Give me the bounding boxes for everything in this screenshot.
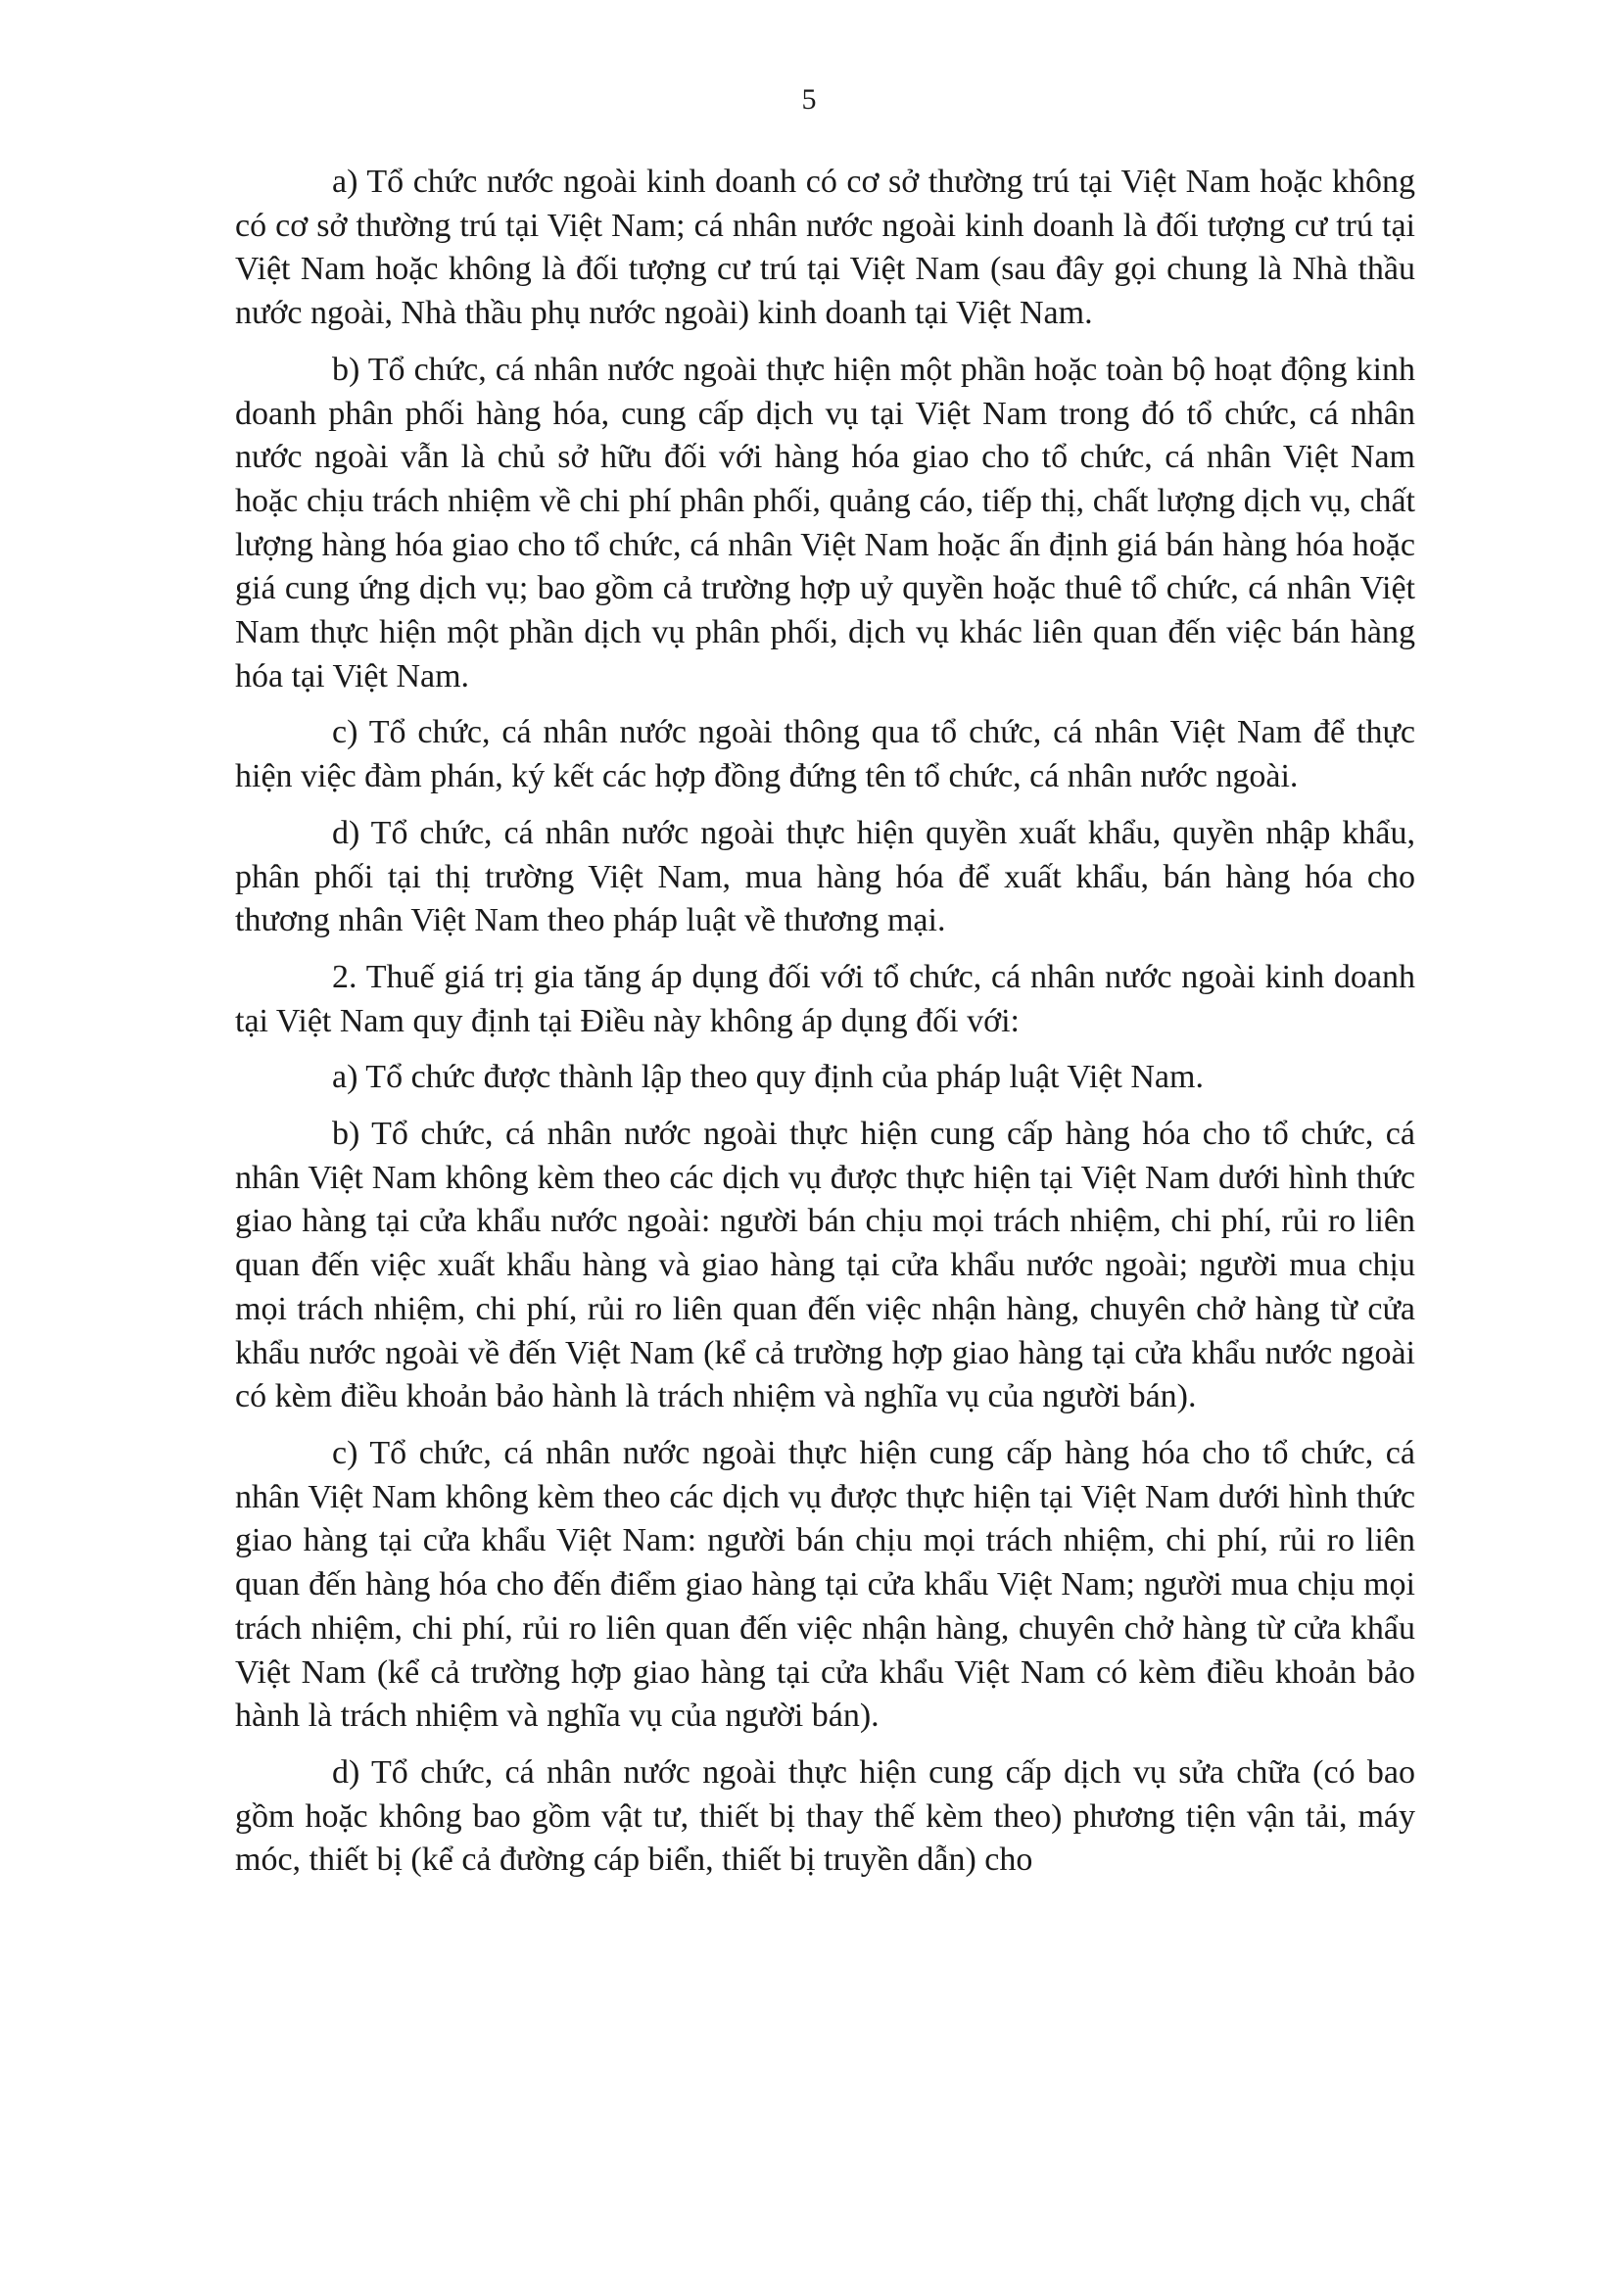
paragraph-2: 2. Thuế giá trị gia tăng áp dụng đối với tổ chức, cá nhân nước ngoài kinh doanh tại Việt Nam quy định tại Điều này không áp dụng đối với: (235, 958, 1415, 1039)
paragraph-1b: b) Tổ chức, cá nhân nước ngoài thực hiện một phần hoặc toàn bộ hoạt động kinh doanh phân phối hàng hóa, cung cấp dịch vụ tại Việt Nam trong đó tổ chức, cá nhân nước ngoài vẫn là chủ sở hữu đối với hàng hóa giao cho tổ chức, cá nhân Việt Nam hoặc chịu trách nhiệm về chi phí phân phối, quảng cáo, tiếp thị, chất lượng dịch vụ, chất lượng hàng hóa giao cho tổ chức, cá nhân Việt Nam hoặc ấn định giá bán hàng hóa hoặc giá cung ứng dịch vụ; bao gồm cả trường hợp uỷ quyền hoặc thuê tổ chức, cá nhân Việt Nam thực hiện một phần dịch vụ phân phối, dịch vụ khác liên quan đến việc bán hàng hóa tại Việt Nam. (235, 351, 1415, 694)
paragraph-2a: a) Tổ chức được thành lập theo quy định của pháp luật Việt Nam. (332, 1059, 1204, 1096)
paragraph-2b: b) Tổ chức, cá nhân nước ngoài thực hiện cung cấp hàng hóa cho tổ chức, cá nhân Việt Nam không kèm theo các dịch vụ được thực hiện tại Việt Nam dưới hình thức giao hàng tại cửa khẩu nước ngoài: người bán chịu mọi trách nhiệm, chi phí, rủi ro liên quan đến việc xuất khẩu hàng và giao hàng tại cửa khẩu nước ngoài; người mua chịu mọi trách nhiệm, chi phí, rủi ro liên quan đến việc nhận hàng, chuyên chở hàng từ cửa khẩu nước ngoài về đến Việt Nam (kể cả trường hợp giao hàng tại cửa khẩu nước ngoài có kèm điều khoản bảo hành là trách nhiệm và nghĩa vụ của người bán). (235, 1116, 1415, 1415)
paragraph-1a: a) Tổ chức nước ngoài kinh doanh có cơ sở thường trú tại Việt Nam hoặc không có cơ sở thường trú tại Việt Nam; cá nhân nước ngoài kinh doanh là đối tượng cư trú tại Việt Nam hoặc không là đối tượng cư trú tại Việt Nam (sau đây gọi chung là Nhà thầu nước ngoài, Nhà thầu phụ nước ngoài) kinh doanh tại Việt Nam. (235, 164, 1415, 332)
page-number: 5 (801, 83, 817, 116)
paragraph-1d: d) Tổ chức, cá nhân nước ngoài thực hiện quyền xuất khẩu, quyền nhập khẩu, phân phối tại thị trường Việt Nam, mua hàng hóa để xuất khẩu, bán hàng hóa cho thương nhân Việt Nam theo pháp luật về thương mại. (235, 814, 1415, 939)
document-body (235, 161, 1415, 1883)
paragraph-1c: c) Tổ chức, cá nhân nước ngoài thông qua tổ chức, cá nhân Việt Nam để thực hiện việc đàm phán, ký kết các hợp đồng đứng tên tổ chức, cá nhân nước ngoài. (235, 714, 1415, 795)
paragraph-2d: d) Tổ chức, cá nhân nước ngoài thực hiện cung cấp dịch vụ sửa chữa (có bao gồm hoặc không bao gồm vật tư, thiết bị thay thế kèm theo) phương tiện vận tải, máy móc, thiết bị (kể cả đường cáp biển, thiết bị truyền dẫn) cho (235, 1753, 1415, 1879)
paragraph-2c: c) Tổ chức, cá nhân nước ngoài thực hiện cung cấp hàng hóa cho tổ chức, cá nhân Việt Nam không kèm theo các dịch vụ được thực hiện tại Việt Nam dưới hình thức giao hàng tại cửa khẩu Việt Nam: người bán chịu mọi trách nhiệm, chi phí, rủi ro liên quan đến hàng hóa cho đến điểm giao hàng tại cửa khẩu Việt Nam; người mua chịu mọi trách nhiệm, chi phí, rủi ro liên quan đến việc nhận hàng, chuyên chở hàng từ cửa khẩu Việt Nam (kể cả trường hợp giao hàng tại cửa khẩu Việt Nam có kèm điều khoản bảo hành là trách nhiệm và nghĩa vụ của người bán). (235, 1434, 1415, 1735)
